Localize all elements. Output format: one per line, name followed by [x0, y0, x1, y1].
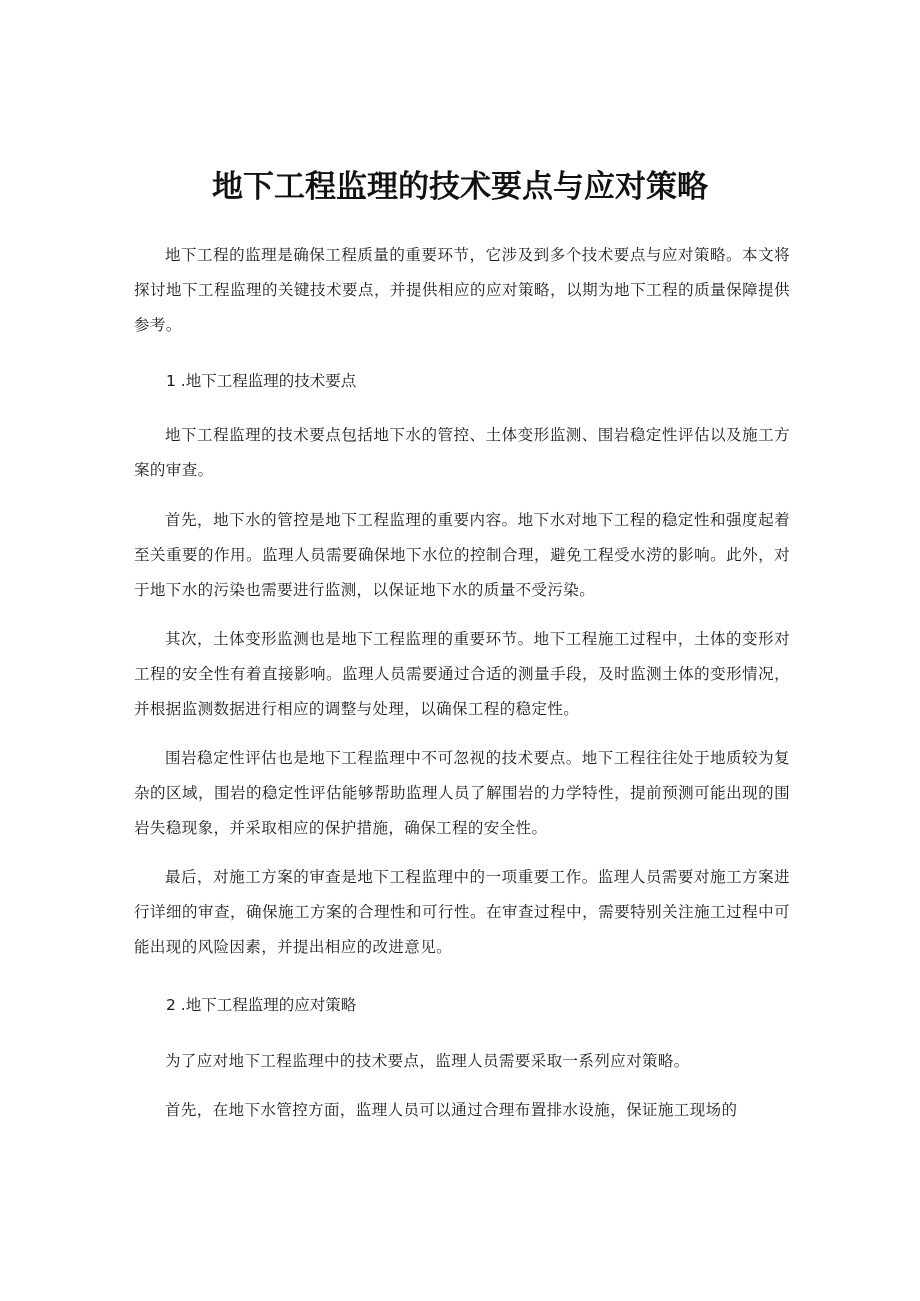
section-2-paragraph-1: 为了应对地下工程监理中的技术要点，监理人员需要采取一系列应对策略。	[165, 1052, 690, 1070]
document-title: 地下工程监理的技术要点与应对策略	[212, 169, 708, 205]
section-1-paragraph-4: 围岩稳定性评估也是地下工程监理中不可忽视的技术要点。地下工程往往处于地质较为复杂的区域，围岩的稳定性评估能够帮助监理人员了解围岩的力学特性，提前预测可能出现的围岩失稳现象，并采取相应的保护措施，确保工程的安全性。	[134, 749, 790, 837]
section-1-paragraph-3: 其次，土体变形监测也是地下工程监理的重要环节。地下工程施工过程中，土体的变形对工程的安全性有着直接影响。监理人员需要通过合适的测量手段，及时监测土体的变形情况，并根据监测数据进行相应的调整与处理，以确保工程的稳定性。	[134, 630, 790, 718]
section-2-paragraph-2: 首先，在地下水管控方面，监理人员可以通过合理布置排水设施，保证施工现场的	[165, 1101, 738, 1119]
section-1-heading: 1 .地下工程监理的技术要点	[166, 372, 357, 390]
intro-paragraph: 地下工程的监理是确保工程质量的重要环节，它涉及到多个技术要点与应对策略。本文将探讨地下工程监理的关键技术要点，并提供相应的应对策略，以期为地下工程的质量保障提供参考。	[134, 246, 790, 334]
section-1-paragraph-2: 首先，地下水的管控是地下工程监理的重要内容。地下水对地下工程的稳定性和强度起着至关重要的作用。监理人员需要确保地下水位的控制合理，避免工程受水涝的影响。此外，对于地下水的污染也需要进行监测，以保证地下水的质量不受污染。	[134, 511, 790, 599]
section-1-paragraph-5: 最后，对施工方案的审查是地下工程监理中的一项重要工作。监理人员需要对施工方案进行详细的审查，确保施工方案的合理性和可行性。在审查过程中，需要特别关注施工过程中可能出现的风险因素，并提出相应的改进意见。	[134, 868, 790, 956]
section-1-paragraph-1: 地下工程监理的技术要点包括地下水的管控、土体变形监测、围岩稳定性评估以及施工方案的审查。	[134, 426, 790, 479]
section-2-heading: 2 .地下工程监理的应对策略	[166, 996, 357, 1014]
